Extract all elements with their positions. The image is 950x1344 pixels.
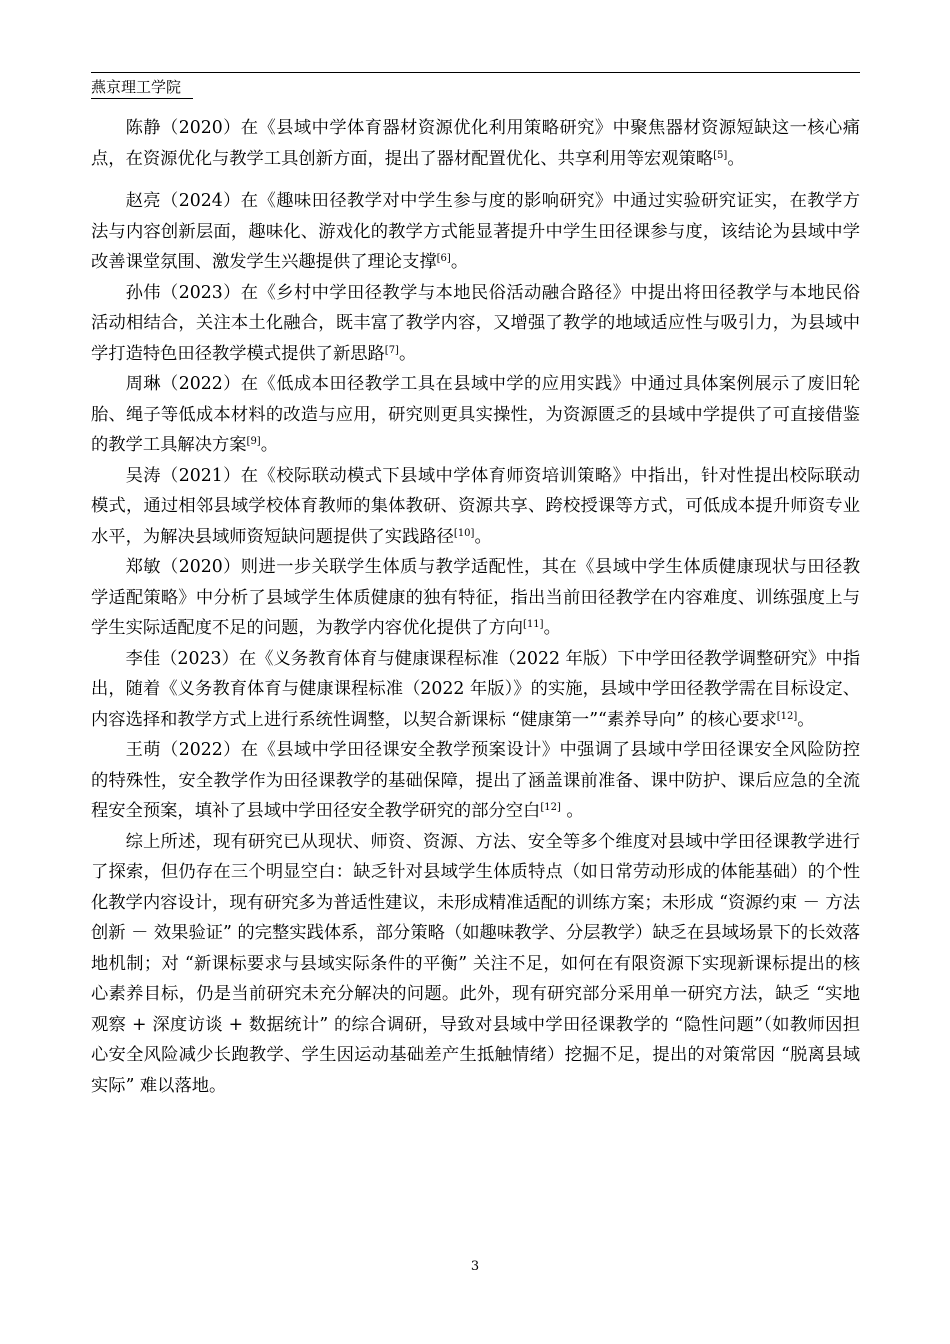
- header-rule: [91, 72, 860, 73]
- body-text: [91, 113, 860, 1101]
- paragraph-tail: 。: [727, 148, 745, 169]
- citation: [11]: [523, 619, 544, 630]
- paragraph-text: 陈静（2020）在《县域中学体育器材资源优化利用策略研究》中聚焦器材资源短缺这一核心痛点，在资源优化与教学工具创新方面，提出了器材配置优化、共享利用等宏观策略: [91, 118, 860, 169]
- paragraph: [91, 461, 860, 553]
- citation: [9]: [246, 436, 261, 447]
- citation: [7]: [384, 344, 399, 356]
- paragraph-text: 孙伟（2023）在《乡村中学田径教学与本地民俗活动融合路径》中提出将田径教学与本地民俗活动相结合，关注本土化融合，既丰富了教学内容，又增强了教学的地域适应性与吸引力，为县域中学打造特色田径教学模式提供了新思路: [91, 282, 860, 364]
- header-underline: [91, 98, 193, 99]
- paragraph: [91, 644, 860, 736]
- paragraph-tail: 。: [560, 801, 584, 821]
- paragraph-text: 综上所述，现有研究已从现状、师资、资源、方法、安全等多个维度对县域中学田径课教学进行了探索，但仍存在三个明显空白：缺乏针对县域学生体质特点（如日常劳动形成的体能基础）的个性化教学内容设计，现有研究多为普适性建议，未形成精准适配的训练方案；未形成 “资源约束 － 方法创新 － 效果验证” 的完整实践体系，部分策略（如趣味教学、分层教学）缺乏在县域场景下的长效落地机制；对 “新课标要求与县域实际条件的平衡” 关注不足，如何在有限资源下实现新课标提出的核心素养目标，仍是当前研究未充分解决的问题。此外，现有研究部分采用单一研究方法，缺乏 “实地观察 + 深度访谈 + 数据统计” 的综合调研，导致对县域中学田径课教学的 “隐性问题”（如教师因担心安全风险减少长跑教学、学生因运动基础差产生抵触情绪）挖掘不足，提出的对策常因 “脱离县域实际” 难以落地。: [91, 831, 860, 1096]
- paragraph-tail: 。: [450, 252, 469, 272]
- citation: [12]: [540, 802, 561, 813]
- paragraph-tail: 。: [797, 709, 815, 730]
- paragraph: [91, 552, 860, 644]
- citation: [10]: [453, 527, 475, 539]
- paragraph-text: 周琳（2022）在《低成本田径教学工具在县域中学的应用实践》中通过具体案例展示了废旧轮胎、绳子等低成本材料的改造与应用，研究则更具实操性，为资源匮乏的县域中学提供了可直接借鉴的教学工具解决方案: [91, 374, 860, 455]
- paragraph-tail: 。: [398, 343, 417, 364]
- paragraph-text: 李佳（2023）在《义务教育体育与健康课程标准（2022 年版）下中学田径教学调整研究》中指出，随着《义务教育体育与健康课程标准（2022 年版）》的实施，县域中学田径教学需在目标设定、内容选择和教学方式上进行系统性调整，以契合新课标 “健康第一”“素养导向” 的核心要求: [91, 648, 860, 730]
- citation: [6]: [436, 253, 451, 264]
- page-header: [91, 72, 860, 99]
- paragraph: [91, 186, 860, 278]
- paragraph: [91, 278, 860, 370]
- paragraph-tail: 。: [543, 618, 561, 638]
- paragraph-tail: 。: [474, 526, 492, 547]
- paragraph: [91, 827, 860, 1102]
- header-institution: 燕京理工学院: [91, 78, 182, 96]
- paragraph-text: 王萌（2022）在《县域中学田径课安全教学预案设计》中强调了县域中学田径课安全风险防控的特殊性，安全教学作为田径课教学的基础保障，提出了涵盖课前准备、课中防护、课后应急的全流程安全预案，填补了县域中学田径安全教学研究的部分空白: [91, 740, 860, 821]
- page-number: 3: [470, 1259, 480, 1274]
- citation: [5]: [713, 149, 728, 161]
- paragraph: [91, 735, 860, 827]
- paragraph-text: 吴涛（2021）在《校际联动模式下县域中学体育师资培训策略》中指出，针对性提出校际联动模式，通过相邻县域学校体育教师的集体教研、资源共享、跨校授课等方式，可低成本提升师资专业水平，为解决县域师资短缺问题提供了实践路径: [91, 465, 860, 547]
- paragraph: [91, 113, 860, 174]
- paragraph-tail: 。: [260, 435, 279, 455]
- paragraph-text: 郑敏（2020）则进一步关联学生体质与教学适配性，其在《县域中学生体质健康现状与田径教学适配策略》中分析了县域学生体质健康的独有特征，指出当前田径教学在内容难度、训练强度上与学生实际适配度不足的问题，为教学内容优化提供了方向: [91, 557, 860, 638]
- citation: [12]: [776, 710, 798, 722]
- paragraph: [91, 369, 860, 461]
- paragraph-text: 赵亮（2024）在《趣味田径教学对中学生参与度的影响研究》中通过实验研究证实，在教学方法与内容创新层面，趣味化、游戏化的教学方式能显著提升中学生田径课参与度，该结论为县域中学改善课堂氛围、激发学生兴趣提供了理论支撑: [91, 191, 860, 272]
